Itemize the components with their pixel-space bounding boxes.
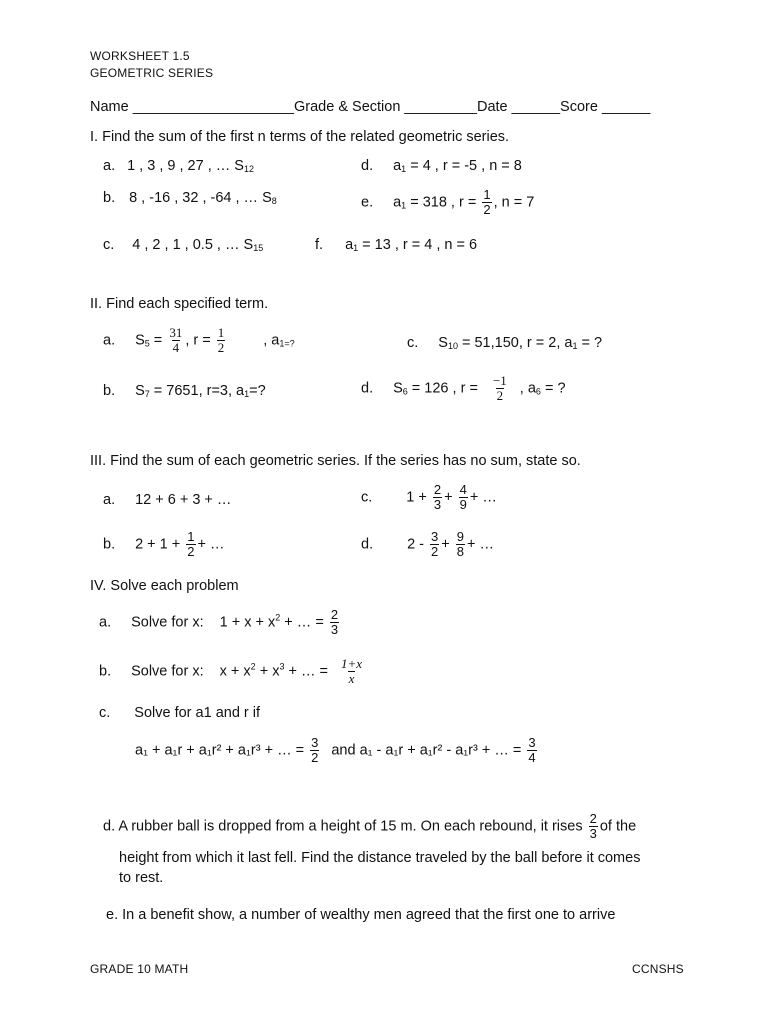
footer-subject: GRADE 10 MATH xyxy=(90,962,189,976)
s4-item-d-line3: to rest. xyxy=(119,870,164,886)
s4-item-e: e. In a benefit show, a number of wealthy men agreed that the first one to arrive xyxy=(106,907,616,923)
s2-item-d: d. $S_6 = 126$ , r = $\frac{-1}{2}$ , $a_6$ = ? xyxy=(361,373,566,403)
fraction: $\frac{4}{9}$ xyxy=(459,482,467,512)
s4-item-c-equations: a₁ + a₁r + a₁r² + a₁r³ + … = $\frac{3}{2}$ and a₁ - a₁r + a₁r² - a₁r³ + … = $\frac{3}{4}$ xyxy=(135,735,536,765)
fraction: $\frac{3}{4}$ xyxy=(528,735,536,765)
fraction: $\frac{9}{8}$ xyxy=(456,529,465,559)
s3-item-c: c. 1 + $\frac{2}{3}$ + $\frac{4}{9}$ + … xyxy=(361,482,497,512)
fraction: $\frac{2}{3}$ xyxy=(589,811,597,841)
student-info-line: Name ____________________Grade & Section _________Date ______Score ______ xyxy=(90,99,651,115)
s4-item-b: b. Solve for x: $x + x^2 + x^3$ + … = $\frac{1+x}{x}$ xyxy=(99,656,363,686)
section-4-title: IV. Solve each problem xyxy=(90,578,239,594)
s1-item-d: d. $a_1 = 4$ , r = -5 , n = 8 xyxy=(361,158,522,174)
s3-item-b: b. 2 + 1 + $\frac{1}{2}$ + … xyxy=(103,529,225,559)
fraction: $\frac{-1}{2}$ xyxy=(492,373,507,403)
section-1-title: I. Find the sum of the first n terms of the related geometric series. xyxy=(90,129,510,145)
section-3-title: III. Find the sum of each geometric series. If the series has no sum, state so. xyxy=(90,453,581,469)
s1-item-a: a. 1 , 3 , 9 , 27 , … $S_{12}$ xyxy=(103,158,254,174)
s3-item-d: d. 2 - $\frac{3}{2}$ + $\frac{9}{8}$ + … xyxy=(361,529,495,559)
s2-item-a: a. $S_5$ = $\frac{31}{4}$ , r = $\frac{1}{2}$ , $a_{1=?}$ xyxy=(103,325,295,355)
s4-item-d-line2: height from which it last fell. Find the distance traveled by the ball before it comes xyxy=(119,850,641,866)
s1-item-e: e. $a_1 = 318$ , r = $\frac{1}{2}$ , n = 7 xyxy=(361,187,535,217)
s1-item-f: f. $a_1 = 13$ , r = 4 , n = 6 xyxy=(315,237,478,253)
fraction: $\frac{31}{4}$ xyxy=(169,325,183,355)
s2-item-b: b. $S_7 = 7651$, r=3, $a_1=$? xyxy=(103,383,266,399)
fraction: $\frac{1}{2}$ xyxy=(483,187,491,217)
fraction: $\frac{1}{2}$ xyxy=(217,325,225,355)
section-2-title: II. Find each specified term. xyxy=(90,296,269,312)
s4-item-d-line1: d. A rubber ball is dropped from a height of 15 m. On each rebound, it rises $\frac{2}{3}$ of the xyxy=(103,811,637,841)
fraction: $\frac{3}{2}$ xyxy=(431,529,439,559)
fraction: $\frac{2}{3}$ xyxy=(330,607,339,637)
fraction: $\frac{3}{2}$ xyxy=(311,735,319,765)
fraction: $\frac{2}{3}$ xyxy=(433,482,442,512)
s1-item-c: c. 4 , 2 , 1 , 0.5 , … $S_{15}$ xyxy=(103,237,264,253)
s1-item-b: b. 8 , -16 , 32 , -64 , … $S_8$ xyxy=(103,190,277,206)
s4-item-a: a. Solve for x: $1 + x + x^2$ + … = $\frac{2}{3}$ xyxy=(99,607,339,637)
fraction: $\frac{1}{2}$ xyxy=(187,529,195,559)
s4-item-c: c. Solve for a1 and r if xyxy=(99,705,261,721)
s2-item-c: c. $S_{10} = 51,150$, r = 2, $a_1$ = ? xyxy=(407,335,603,351)
fraction: $\frac{1+x}{x}$ xyxy=(341,656,363,686)
worksheet-number: WORKSHEET 1.5 xyxy=(90,49,190,63)
s3-item-a: a. 12 + 6 + 3 + … xyxy=(103,492,232,508)
worksheet-topic: GEOMETRIC SERIES xyxy=(90,66,214,80)
footer-school: CCNSHS xyxy=(632,962,684,976)
